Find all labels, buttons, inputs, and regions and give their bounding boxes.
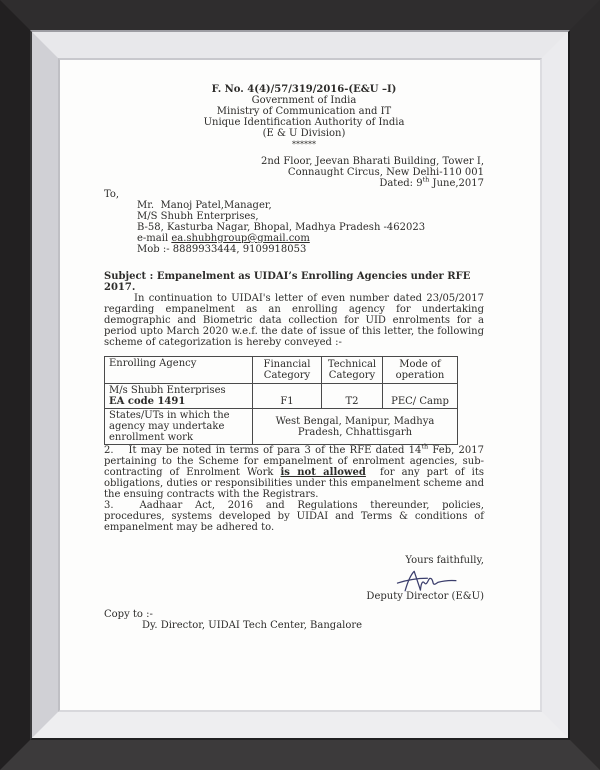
categorization-table: [104, 356, 458, 445]
cell-mode: PEC/ Camp: [383, 384, 458, 409]
paragraph-2-text-a: It may be noted in terms of para 3 of the RFE dated 14: [128, 445, 422, 456]
letter-date: [104, 175, 484, 189]
agency-code: EA code 1491: [109, 396, 186, 407]
header-financial-category: Financial Category: [253, 357, 322, 384]
table-row-agency: [105, 384, 458, 409]
letterhead: [104, 84, 484, 150]
email-label: e-mail: [137, 233, 172, 244]
org-line-division: (E & U Division): [262, 128, 346, 139]
paragraph-2-ordinal: th: [421, 442, 429, 451]
frame-inner-edge: [30, 30, 570, 740]
recipient-address: [137, 200, 484, 255]
sender-address-line-1: 2nd Floor, Jeevan Bharati Building, Tower I,: [260, 156, 484, 167]
recipient-street: B-58, Kasturba Nagar, Bhopal, Madhya Pradesh -462023: [137, 222, 426, 233]
recipient-company: M/S Shubh Enterprises,: [137, 211, 259, 222]
org-line-ministry: Ministry of Communication and IT: [216, 106, 392, 117]
header-enrolling-agency: Enrolling Agency: [105, 357, 253, 384]
paragraph-2-text-b: Feb, 2017 pertaining to the Scheme for empanelment of enrolment agencies, sub-contracting of Enrolment Work: [104, 445, 484, 478]
file-number: F. No. 4(4)/57/319/2016-(E&U –I): [211, 84, 397, 95]
to-label: To,: [104, 189, 120, 200]
table-header-row: [105, 357, 458, 384]
closing-salutation: Yours faithfully,: [405, 555, 484, 566]
header-technical-category: Technical Category: [322, 357, 383, 384]
recipient-email-line: [137, 233, 484, 244]
sender-address-line-2: Connaught Circus, New Delhi-110 001: [287, 167, 484, 178]
paragraph-3-number: 3.: [104, 500, 114, 511]
handwritten-signature: [104, 569, 458, 593]
agency-name: M/s Shubh Enterprises: [109, 385, 226, 396]
mat-bevel: [58, 58, 542, 712]
date-text: Dated: 9: [379, 178, 423, 189]
date-month-year: June,2017: [429, 178, 484, 189]
org-line-authority: Unique Identification Authority of India: [203, 117, 405, 128]
cell-technical: T2: [322, 384, 383, 409]
signatory-title: Deputy Director (E&U): [366, 591, 484, 602]
paragraph-2: [104, 442, 485, 500]
paragraph-2-number: 2.: [104, 445, 114, 456]
separator-asterisks: ******: [292, 140, 316, 149]
mat-board: [32, 32, 568, 738]
email-address: ea.shubhgroup@gmail.com: [171, 233, 310, 244]
cell-states-value: West Bengal, Manipur, Madhya Pradesh, Chhattisgarh: [253, 409, 458, 445]
sender-address: [104, 156, 484, 189]
copy-recipient: Dy. Director, UIDAI Tech Center, Bangalore: [142, 620, 363, 631]
cell-states-label: States/UTs in which the agency may undertake enrollment work: [105, 409, 253, 445]
letter-document: [60, 60, 540, 710]
table-row-states: [105, 409, 458, 445]
paragraph-3-text: Aadhaar Act, 2016 and Regulations thereunder, policies, procedures, systems developed by UIDAI and Terms & conditions of empanelment may be adhered to.: [104, 500, 484, 533]
date-ordinal: th: [422, 175, 430, 184]
paragraph-1: In continuation to UIDAI's letter of even number dated 23/05/2017 regarding empanelment as an enrolling agency for undertaking demographic and Biometric data collection for UID enrolments for a period upto March 2020 w.e.f. the date of issue of this letter, the following scheme of categorization is hereby conveyed :-: [104, 293, 484, 348]
cell-agency: [105, 384, 253, 409]
signature-icon: [394, 569, 458, 593]
copy-label: Copy to :-: [104, 609, 153, 620]
not-allowed-emphasis: is not allowed: [280, 467, 366, 478]
recipient-name: Mr. Manoj Patel,Manager,: [137, 200, 272, 211]
cell-financial: F1: [253, 384, 322, 409]
recipient-mobile: Mob :- 8889933444, 9109918053: [137, 244, 307, 255]
header-mode-of-operation: Mode of operation: [383, 357, 458, 384]
subject-line: Subject : Empanelment as UIDAI’s Enrolling Agencies under RFE 2017.: [104, 271, 471, 293]
paragraph-3: [104, 500, 484, 533]
org-line-government: Government of India: [251, 95, 357, 106]
paragraph-2-text-c: for any part of its obligations, duties or responsibilities under this empanelment scheme and the ensuing contracts with the Registrars.: [104, 467, 485, 500]
